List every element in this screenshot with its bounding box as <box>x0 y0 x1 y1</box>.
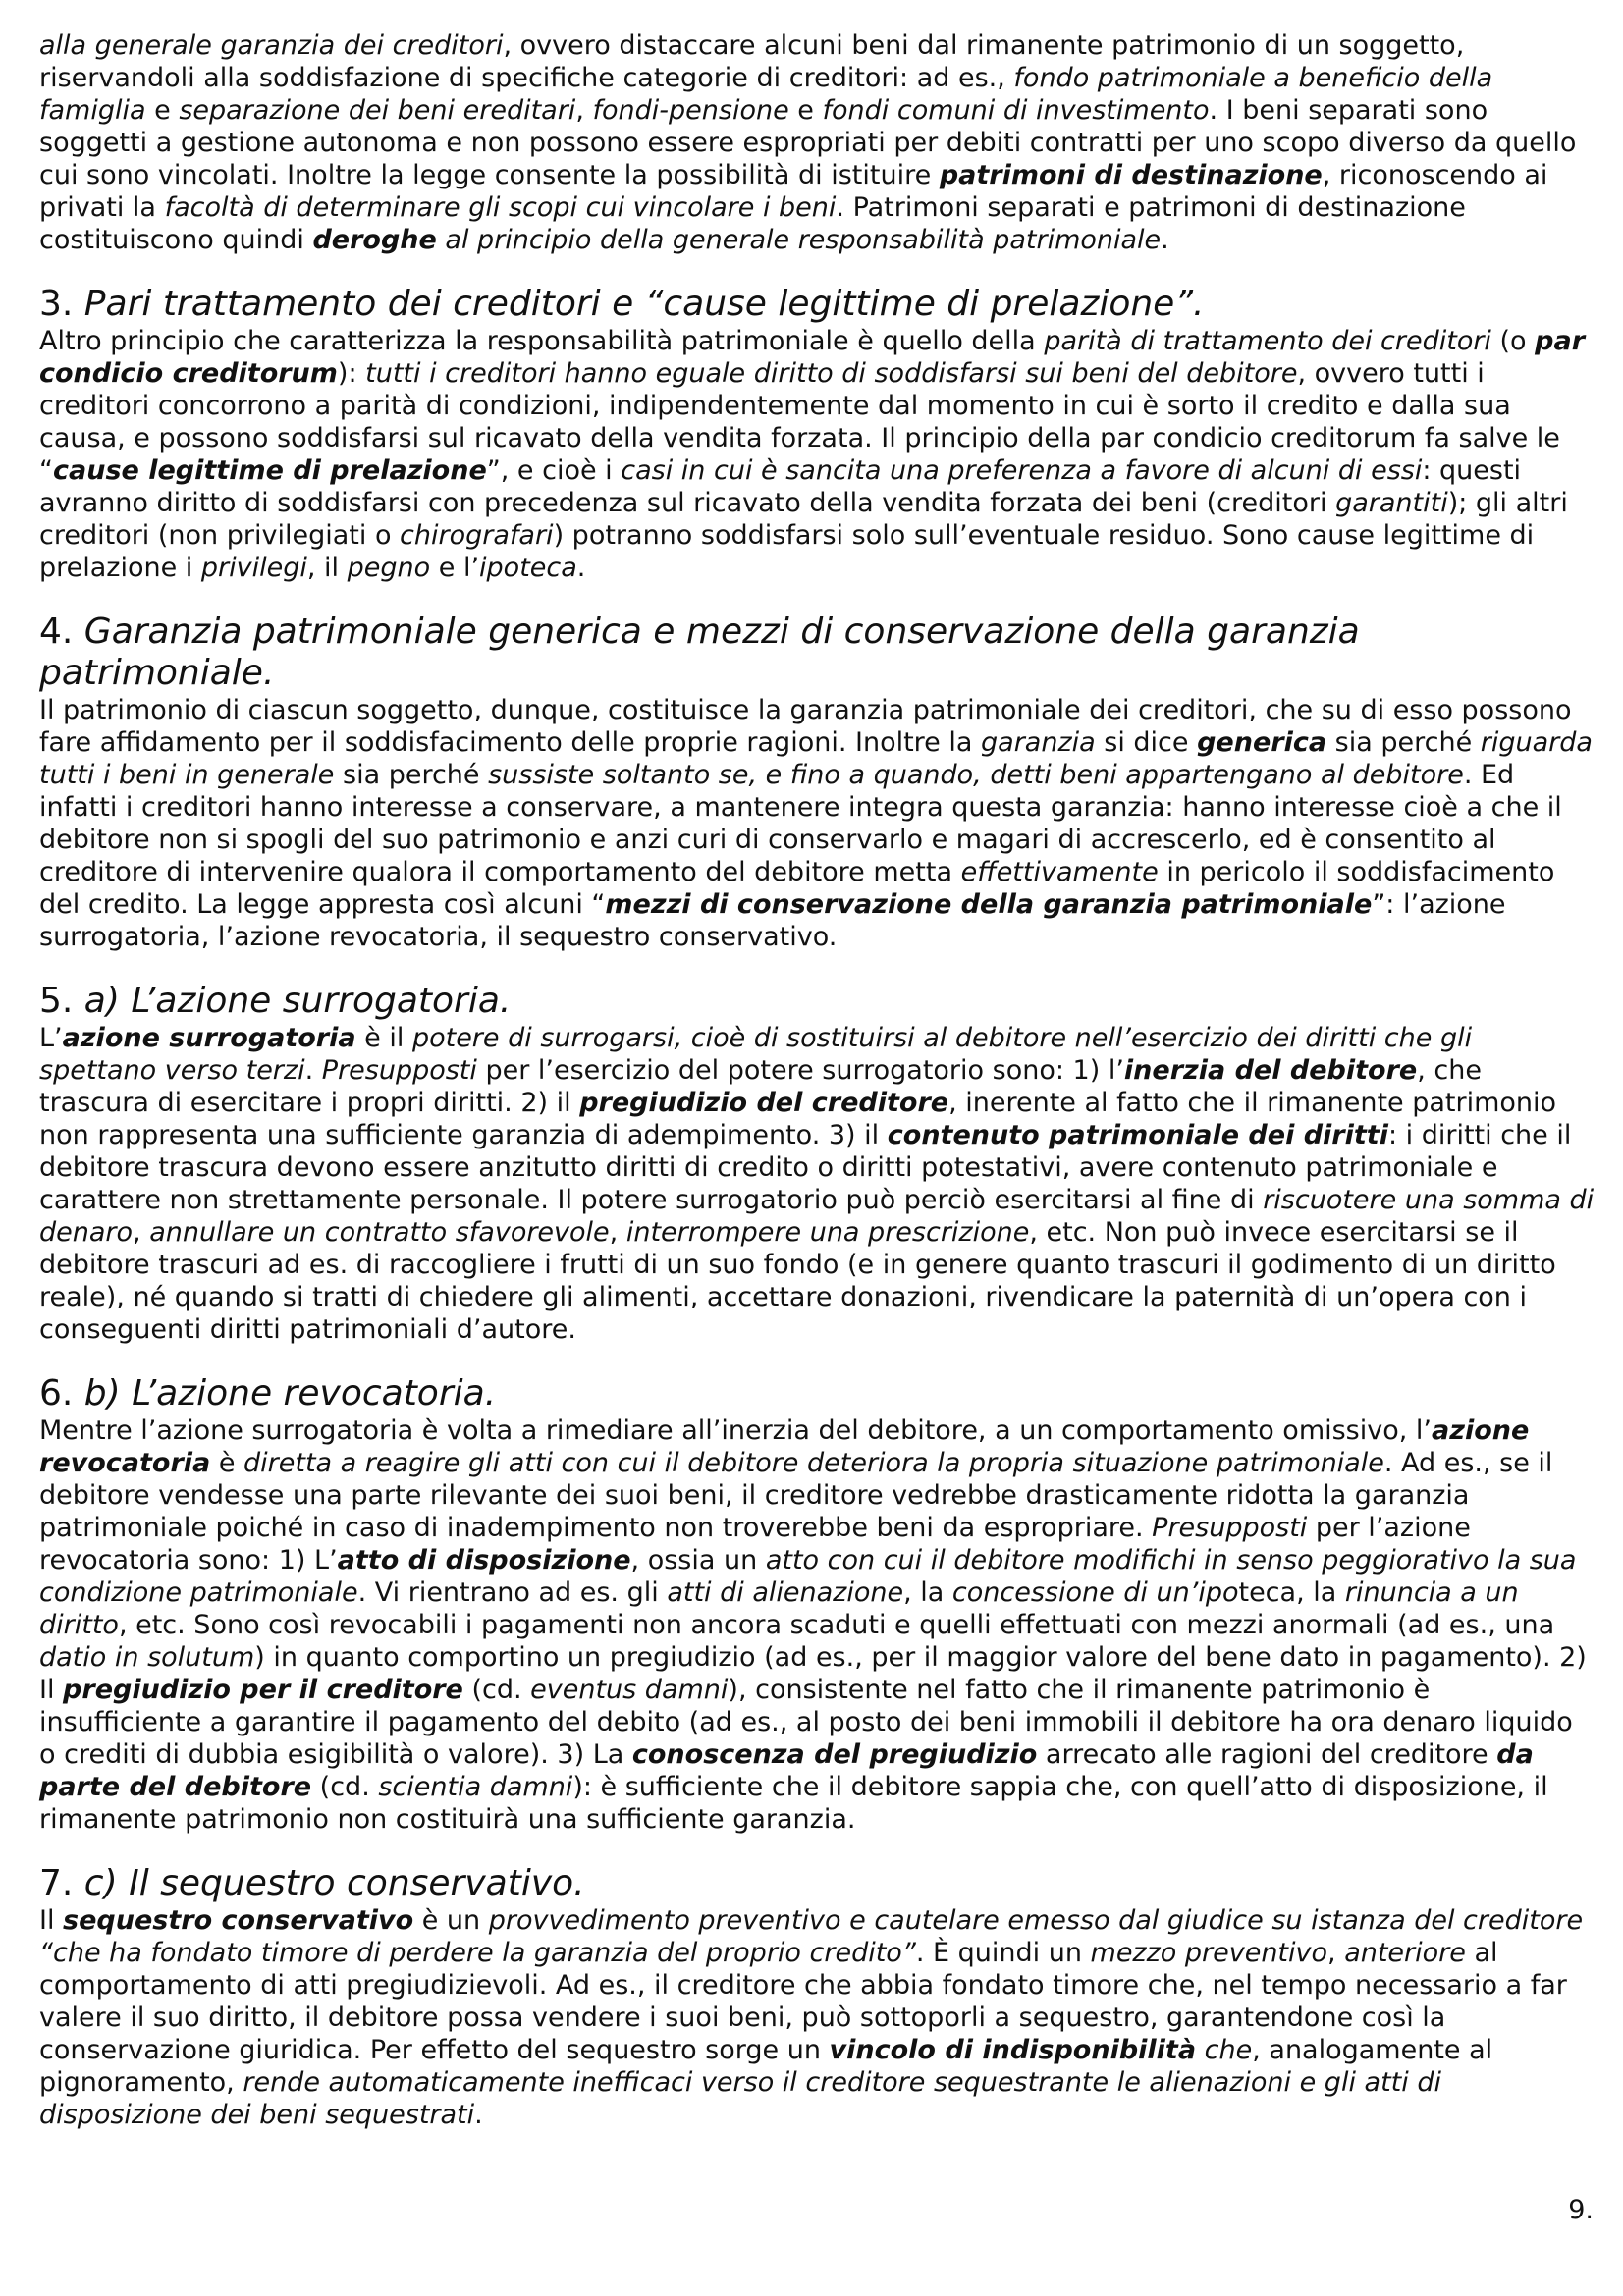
section-6-paragraph-text-run: (cd. <box>311 1772 379 1802</box>
section-5-paragraph-text-run: , che trascura di esercitare i propri diritti. 2) il <box>39 1055 1482 1118</box>
section-4-paragraph-text-run: mezzi di conservazione della garanzia patrimoniale <box>605 889 1373 920</box>
section-6-paragraph-text-run: Presupposti <box>1152 1513 1308 1543</box>
section-7-paragraph-text-run: è un <box>413 1905 489 1936</box>
section-5-paragraph-text-run: è il <box>355 1023 412 1053</box>
intro-paragraph-text-run: e <box>788 95 823 126</box>
intro-paragraph-text-run: fondi comuni di investimento <box>822 95 1210 126</box>
section-3-paragraph-text-run: tutti i creditori hanno eguale diritto di soddisfarsi sui beni del debitore <box>365 358 1298 389</box>
section-5-paragraph-text-run: . <box>304 1055 322 1086</box>
section-6-paragraph-text-run: arrecato alle ragioni del creditore <box>1037 1739 1497 1770</box>
section-6-paragraph-text-run: , etc. Sono così revocabili i pagamenti non ancora scaduti e quelli effettuati con mezzi anormali (ad es., una <box>118 1610 1555 1640</box>
section-3-paragraph-text-run: casi in cui è sancita una preferenza a favore di alcuni di essi <box>621 455 1423 486</box>
section-6-paragraph-text-run: atto di disposizione <box>337 1545 631 1575</box>
section-6-paragraph-text-run: eventus damni <box>530 1675 729 1705</box>
section-7-paragraph-text-run: sequestro conservativo <box>63 1905 414 1936</box>
section-4-paragraph-text-run: in pericolo il soddisfacimento del credito. La legge appresta così alcuni “ <box>39 857 1555 920</box>
section-7-heading-text-run: 7. <box>39 1863 84 1903</box>
section-3-paragraph-text-run: privilegi <box>200 553 307 583</box>
section-7-paragraph-text-run: al comportamento di atti pregiudizievoli. Ad es., il creditore che abbia fondato timore che, nel tempo necessario a far valere il suo diritto, il debitore possa vendere i suoi beni, può sottoporli a sequestro, garantendone così la conservazione giuridica. Per effetto del sequestro sorge un <box>39 1938 1567 2065</box>
section-6-paragraph-text-run: diretta a reagire gli atti con cui il debitore deteriora la propria situazione patrimoniale <box>243 1448 1384 1478</box>
section-7-paragraph-text-run: anteriore <box>1344 1938 1466 1968</box>
section-5-paragraph-text-run: contenuto patrimoniale dei diritti <box>887 1120 1388 1150</box>
section-4-paragraph-text-run: Il patrimonio di ciascun soggetto, dunque, costituisce la garanzia patrimoniale dei creditori, che su di esso possono fare affidamento per il soddisfacimento delle proprie ragioni. Inoltre la <box>39 695 1572 758</box>
section-3-paragraph-text-run: . <box>576 553 586 583</box>
section-6-paragraph-text-run: per l’azione revocatoria sono: 1) L’ <box>39 1513 1471 1575</box>
intro-paragraph-text-run: , riconoscendo ai privati la <box>39 160 1548 223</box>
intro-paragraph-text-run: , ovvero distaccare alcuni beni dal rimanente patrimonio di un soggetto, riservandoli alla soddisfazione di specifiche categorie di creditori: ad es., <box>39 30 1465 93</box>
section-4-heading-text-run: 4. <box>39 612 84 652</box>
section-4-paragraph <box>39 694 1596 953</box>
section-5-paragraph-text-run: , etc. Non può invece esercitarsi se il debitore trascuri ad es. di raccogliere i frutti di un suo fondo (e in genere quanto trascuri il godimento di un diritto reale), né quando si tratti di chiedere gli alimenti, accettare donazioni, rivendicare la paternità di un’opera con i conseguenti diritti patrimoniali d’autore. <box>39 1217 1556 1345</box>
section-6-paragraph-text-run: , la <box>903 1577 952 1608</box>
section-7-paragraph-text-run: che <box>1204 2035 1253 2065</box>
section-5-heading-text-run: 5. <box>39 981 84 1021</box>
intro-paragraph-text-run: alla generale garanzia dei creditori <box>39 30 504 61</box>
section-3-paragraph-text-run: : questi avranno diritto di soddisfarsi con precedenza sul ricavato della vendita forzata dei beni (creditori <box>39 455 1522 518</box>
section-5-paragraph-text-run: : i diritti che il debitore trascura devono essere anzitutto diritti di credito o diritti potestativi, avere contenuto patrimoniale e carattere non strettamente personale. Il potere surrogatorio può perciò esercitarsi al fine di <box>39 1120 1572 1215</box>
section-6-paragraph-text-run: da parte del debitore <box>39 1739 1534 1802</box>
section-4-paragraph-text-run: . Ed infatti i creditori hanno interesse a conservare, a mantenere integra questa garanzia: hanno interesse cioè a che il debitore non si spogli del suo patrimonio e anzi curi di conservarlo e magari di accrescerlo, ed è consentito al creditore di intervenire qualora il comportamento del debitore metta <box>39 760 1562 887</box>
section-7-paragraph-text-run: rende automaticamente inefficaci verso il creditore sequestrante le alienazioni e gli atti di disposizione dei beni sequestrati <box>39 2067 1441 2130</box>
section-5-paragraph-text-run: Presupposti <box>321 1055 477 1086</box>
section-5-paragraph-text-run: potere di surrogarsi, cioè di sostituirsi al debitore nell’esercizio dei diritti che gli spettano verso terzi <box>39 1023 1473 1086</box>
section-7-paragraph-text-run: mezzo preventivo <box>1090 1938 1328 1968</box>
section-6-paragraph-text-run: ) in quanto comportino un pregiudizio (ad es., per il maggior valore del bene dato in pagamento). 2) Il <box>39 1642 1587 1705</box>
section-7-paragraph-text-run: . <box>474 2100 483 2130</box>
intro-paragraph-text-run: e <box>145 95 180 126</box>
section-5-paragraph-text-run: interrompere una prescrizione <box>625 1217 1030 1248</box>
section-5-heading <box>39 981 1596 1022</box>
section-7-paragraph-text-run: provvedimento preventivo e cautelare emesso dal giudice su istanza del creditore “che ha fondato timore di perdere la garanzia del proprio credito” <box>39 1905 1584 1968</box>
section-3-paragraph-text-run: (o <box>1490 326 1536 356</box>
section-3-paragraph-text-run: ) potranno soddisfarsi solo sull’eventuale residuo. Sono cause legittime di prelazione i <box>39 520 1535 583</box>
section-6-paragraph-text-run: Mentre l’azione surrogatoria è volta a rimediare all’inerzia del debitore, a un comportamento omissivo, l’ <box>39 1415 1433 1446</box>
section-5-paragraph-text-run: , <box>133 1217 150 1248</box>
intro-paragraph-text-run: separazione dei beni ereditari <box>179 95 576 126</box>
section-3-paragraph-text-run: Altro principio che caratterizza la responsabilità patrimoniale è quello della <box>39 326 1045 356</box>
section-4-paragraph-text-run: sia perché <box>334 760 489 790</box>
section-6-paragraph-text-run: concessione di un’ipo <box>951 1577 1239 1608</box>
intro-paragraph-text-run: deroghe <box>312 225 437 255</box>
section-7-paragraph-text-run <box>1196 2035 1205 2065</box>
section-5-paragraph <box>39 1022 1596 1346</box>
section-6-paragraph-text-run: conoscenza del pregiudizio <box>631 1739 1038 1770</box>
section-6-paragraph-text-run: atto con cui il debitore modifichi in senso peggiorativo la sua condizione patrimoniale <box>39 1545 1577 1608</box>
section-6-paragraph-text-run: pregiudizio per il creditore <box>63 1675 463 1705</box>
section-5-paragraph-text-run: azione surrogatoria <box>62 1023 356 1053</box>
section-5-paragraph-text-run: , inerente al fatto che il rimanente patrimonio non rappresenta una sufficiente garanzia di adempimento. 3) il <box>39 1088 1557 1150</box>
section-6-paragraph-text-run: azione revocatoria <box>39 1415 1530 1478</box>
section-6-heading-text-run: b) L’azione revocatoria. <box>83 1373 497 1414</box>
section-4-paragraph-text-run: si dice <box>1095 727 1198 758</box>
section-5-heading-text-run: a) L’azione surrogatoria. <box>83 981 512 1021</box>
section-3-paragraph-text-run: chirografari <box>400 520 554 551</box>
section-6-paragraph-text-run: (cd. <box>462 1675 531 1705</box>
section-6-paragraph-text-run: atti di alienazione <box>667 1577 904 1608</box>
section-5-paragraph-text-run: pregiudizio del creditore <box>579 1088 949 1118</box>
section-6-paragraph-text-run: ): è sufficiente che il debitore sappia che, con quell’atto di disposizione, il rimanente patrimonio non costituirà una sufficiente garanzia. <box>39 1772 1548 1835</box>
section-3-paragraph-text-run: cause legittime di prelazione <box>53 455 487 486</box>
section-4-heading <box>39 612 1596 694</box>
section-7-paragraph-text-run: , <box>1327 1938 1345 1968</box>
intro-paragraph-text-run: . <box>1161 225 1169 255</box>
section-7-paragraph-text-run: Il <box>39 1905 64 1936</box>
section-3-paragraph-text-run: par condicio creditorum <box>39 326 1586 389</box>
section-7-paragraph-text-run: vincolo di indisponibilità <box>829 2035 1197 2065</box>
section-5-paragraph-text-run: L’ <box>39 1023 63 1053</box>
section-6-paragraph-text-run: scientia damni <box>378 1772 573 1802</box>
section-6-paragraph-text-run: teca, la <box>1238 1577 1345 1608</box>
document-page <box>39 29 1596 2131</box>
section-5-paragraph-text-run: per l’esercizio del potere surrogatorio sono: 1) l’ <box>476 1055 1124 1086</box>
section-5-paragraph-text-run: , <box>609 1217 626 1248</box>
section-3-paragraph-text-run: , ovvero tutti i creditori concorrono a parità di condizioni, indipendentemente dal momento in cui è sorto il credito e dalla sua causa, e possono soddisfarsi sul ricavato della vendita forzata. Il principio della par condicio creditorum fa salve le “ <box>39 358 1560 486</box>
section-4-heading-text-run: Garanzia patrimoniale generica e mezzi di conservazione della garanzia patrimoniale. <box>39 612 1360 693</box>
section-6-paragraph-text-run: è <box>210 1448 244 1478</box>
section-3-paragraph-text-run: ): <box>337 358 366 389</box>
section-4-paragraph-text-run: generica <box>1197 727 1327 758</box>
section-3-paragraph-text-run: ); gli altri creditori (non privilegiati o <box>39 488 1568 551</box>
section-3-paragraph-text-run: ”, e cioè i <box>486 455 622 486</box>
section-5-paragraph-text-run: annullare un contratto sfavorevole <box>149 1217 610 1248</box>
section-3-paragraph-text-run: garantiti <box>1335 488 1448 518</box>
section-3-heading-text-run: Pari trattamento dei creditori e “cause legittime di prelazione”. <box>83 284 1205 324</box>
section-6-heading <box>39 1373 1596 1415</box>
section-4-paragraph-text-run: sia perché <box>1326 727 1481 758</box>
section-3-paragraph-text-run: pegno <box>347 553 431 583</box>
section-3-paragraph-text-run: parità di trattamento dei creditori <box>1044 326 1491 356</box>
section-6-heading-text-run: 6. <box>39 1373 84 1414</box>
section-6-paragraph-text-run: , ossia un <box>630 1545 766 1575</box>
section-7-paragraph <box>39 1904 1596 2131</box>
section-7-paragraph-text-run: , analogamente al pignoramento, <box>39 2035 1493 2098</box>
section-4-paragraph-text-run: ”: l’azione surrogatoria, l’azione revocatoria, il sequestro conservativo. <box>39 889 1506 952</box>
section-6-paragraph-text-run: rinuncia a un diritto <box>39 1577 1519 1640</box>
section-7-heading <box>39 1863 1596 1904</box>
section-4-paragraph-text-run: sussiste soltanto se, e fino a quando, detti beni appartengano al debitore <box>488 760 1464 790</box>
section-4-paragraph-text-run: effettivamente <box>960 857 1159 887</box>
intro-paragraph-text-run: fondi-pensione <box>592 95 789 126</box>
section-6-paragraph-text-run: . Vi rientrano ad es. gli <box>357 1577 668 1608</box>
section-3-paragraph-text-run: e l’ <box>430 553 480 583</box>
intro-paragraph-text-run: facoltà di determinare gli scopi cui vincolare i beni <box>164 192 837 223</box>
section-6-paragraph-text-run: ), consistente nel fatto che il rimanente patrimonio è insufficiente a garantire il pagamento del debito (ad es., al posto dei beni immobili il debitore ha ora denaro liquido o crediti di dubbia esigibilità o valore). 3) La <box>39 1675 1573 1770</box>
section-3-heading-text-run: 3. <box>39 284 84 324</box>
intro-paragraph-text-run: . I beni separati sono soggetti a gestione autonoma e non possono essere espropriati per debiti contratti per uno scopo diverso da quello cui sono vincolati. Inoltre la legge consente la possibilità di istituire <box>39 95 1577 190</box>
page-number: 9. <box>1568 2195 1594 2225</box>
intro-paragraph-text-run: fondo patrimoniale a beneficio della famiglia <box>39 63 1493 126</box>
intro-paragraph <box>39 29 1596 256</box>
section-3-paragraph <box>39 325 1596 584</box>
section-6-paragraph <box>39 1415 1596 1836</box>
section-6-paragraph-text-run: . Ad es., se il debitore vendesse una parte rilevante dei suoi beni, il creditore vedrebbe drasticamente ridotta la garanzia patrimoniale poiché in caso di inadempimento non troverebbe beni da espropriare. <box>39 1448 1553 1543</box>
intro-paragraph-text-run: al principio della generale responsabilità patrimoniale <box>445 225 1162 255</box>
section-5-paragraph-text-run: riscuotere una somma di denaro <box>39 1185 1595 1248</box>
section-3-paragraph-text-run: , il <box>306 553 348 583</box>
section-5-paragraph-text-run: inerzia del debitore <box>1123 1055 1418 1086</box>
intro-paragraph-text-run: patrimoni di destinazione <box>939 160 1323 190</box>
section-6-paragraph-text-run: datio in solutum <box>39 1642 255 1673</box>
intro-paragraph-text-run: , <box>575 95 593 126</box>
intro-paragraph-text-run: . Patrimoni separati e patrimoni di destinazione costituiscono quindi <box>39 192 1466 255</box>
section-3-heading <box>39 284 1596 325</box>
section-7-heading-text-run: c) Il sequestro conservativo. <box>83 1863 585 1903</box>
section-7-paragraph-text-run: . È quindi un <box>915 1938 1091 1968</box>
section-3-paragraph-text-run: ipoteca <box>479 553 577 583</box>
section-4-paragraph-text-run: garanzia <box>981 727 1096 758</box>
section-4-paragraph-text-run: riguarda tutti i beni in generale <box>39 727 1593 790</box>
